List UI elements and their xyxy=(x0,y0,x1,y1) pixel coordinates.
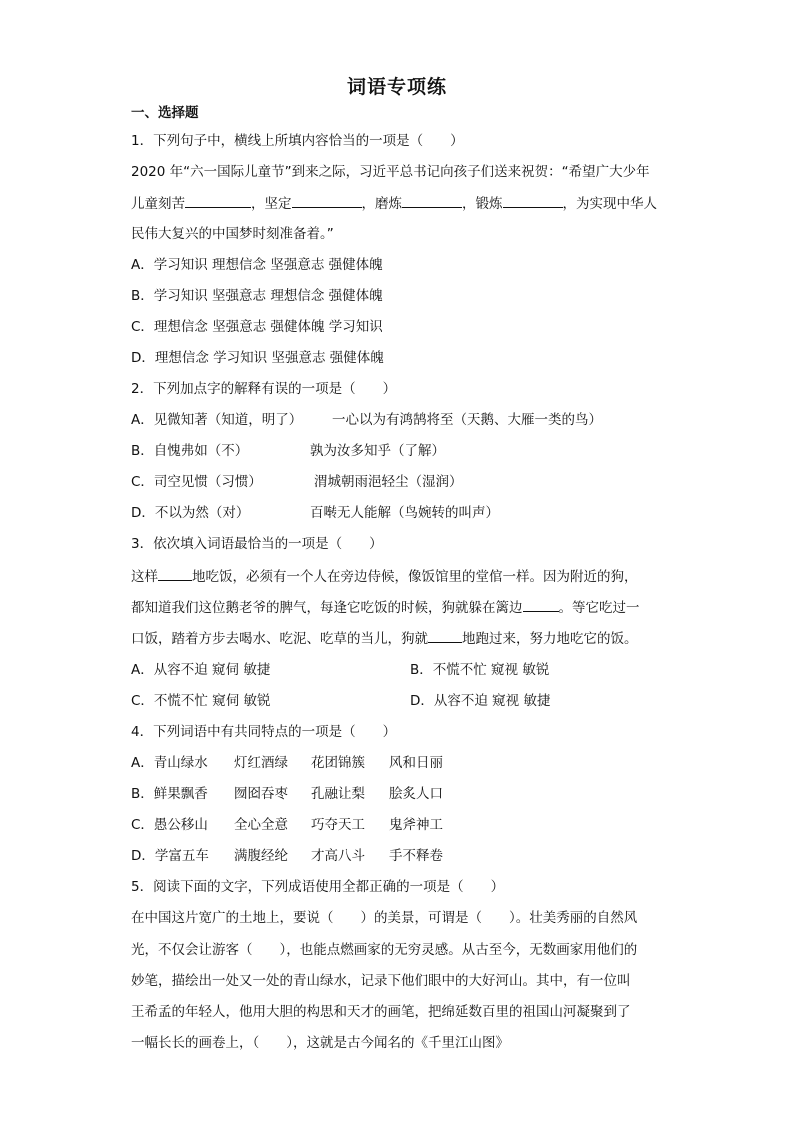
q4-stem: 4．下列词语中有共同特点的一项是（ ） xyxy=(131,724,397,740)
q1-text: ，磨炼 xyxy=(361,196,402,212)
q4-word: A．青山绿水 xyxy=(131,755,208,771)
q3-option-b: B．不慌不忙 窥视 敏锐 xyxy=(410,662,550,678)
fill-blank xyxy=(503,193,563,208)
section-heading: 一、选择题 xyxy=(131,105,199,121)
q4-word: 囫囵吞枣 xyxy=(234,786,288,802)
q1-stem: 1．下列句子中，横线上所填内容恰当的一项是（ ） xyxy=(131,133,464,149)
q3-text: 这样 xyxy=(131,569,158,585)
q4-option-d xyxy=(131,846,443,866)
q4-word: 手不释卷 xyxy=(389,848,443,864)
q4-option-b xyxy=(131,784,443,804)
q1-text: ，为实现中华人 xyxy=(562,196,657,212)
q5-passage-line: 一幅长长的画卷上，（ ），这就是古今闻名的《千里江山图》 xyxy=(131,1035,509,1051)
q1-passage-line: 2020 年“六一国际儿童节”到来之际，习近平总书记向孩子们送来祝贺：“希望广大少年 xyxy=(131,164,650,180)
q4-word: 巧夺天工 xyxy=(311,817,365,833)
q4-word: D．学富五车 xyxy=(131,848,209,864)
q2-option-b-second: 孰为汝多知乎（了解） xyxy=(310,443,445,459)
q4-word: 才高八斗 xyxy=(311,848,365,864)
q4-word: 孔融让梨 xyxy=(311,786,365,802)
q3-passage-line xyxy=(131,597,640,618)
q3-text: 。等它吃过一 xyxy=(558,600,640,616)
q1-text: 儿童刻苦 xyxy=(131,196,185,212)
q3-option-a: A．从容不迫 窥伺 敏捷 xyxy=(131,662,271,678)
fill-blank xyxy=(402,193,462,208)
q3-passage-line xyxy=(131,628,638,649)
q4-word: 风和日丽 xyxy=(389,755,443,771)
q3-text: 都知道我们这位鹅老爷的脾气，每逢它吃饭的时候，狗就躲在篱边 xyxy=(131,600,523,616)
fill-blank xyxy=(523,597,559,612)
q2-option-a: A．见微知著（知道，明了） xyxy=(131,412,303,428)
q3-option-d: D．从容不迫 窥视 敏捷 xyxy=(410,693,551,709)
fill-blank xyxy=(292,193,362,208)
q1-option-b: B．学习知识 坚强意志 理想信念 强健体魄 xyxy=(131,288,383,304)
q3-text: 地跑过来，努力地吃它的饭。 xyxy=(462,631,638,647)
q4-word: 鬼斧神工 xyxy=(389,817,443,833)
q3-text: 地吃饭，必须有一个人在旁边侍候，像饭馆里的堂倌一样。因为附近的狗， xyxy=(192,569,638,585)
q2-option-c-second: 渭城朝雨浥轻尘（湿润） xyxy=(314,474,463,490)
q2-stem: 2．下列加点字的解释有误的一项是（ ） xyxy=(131,381,397,397)
q4-option-a xyxy=(131,753,443,773)
q4-word: 全心全意 xyxy=(234,817,288,833)
q1-text: ，锻炼 xyxy=(462,196,503,212)
fill-blank xyxy=(158,566,192,581)
q4-word: B．鲜果飘香 xyxy=(131,786,208,802)
q5-passage-line: 光，不仅会让游客（ ），也能点燃画家的无穷灵感。从古至今，无数画家用他们的 xyxy=(131,942,638,958)
q5-passage-line: 妙笔，描绘出一处又一处的青山绿水，记录下他们眼中的大好河山。其中，有一位叫 xyxy=(131,973,631,989)
q4-word: C．愚公移山 xyxy=(131,817,208,833)
q3-option-c: C．不慌不忙 窥伺 敏锐 xyxy=(131,693,271,709)
q3-text: 口饭，踏着方步去喝水、吃泥、吃草的当儿，狗就 xyxy=(131,631,428,647)
q3-passage-line xyxy=(131,566,638,587)
fill-blank xyxy=(428,628,462,643)
fill-blank xyxy=(185,193,251,208)
page-title: 词语专项练 xyxy=(346,76,447,98)
q2-option-d-second: 百啭无人能解（鸟婉转的叫声） xyxy=(310,505,499,521)
q1-text: ，坚定 xyxy=(251,196,292,212)
q2-option-a-second: 一心以为有鸿鹄将至（天鹅、大雁一类的鸟） xyxy=(332,412,602,428)
q3-stem: 3．依次填入词语最恰当的一项是（ ） xyxy=(131,536,383,552)
q1-option-d: D．理想信念 学习知识 坚强意志 强健体魄 xyxy=(131,350,384,366)
q2-option-c: C．司空见惯（习惯） xyxy=(131,474,262,490)
q1-option-c: C．理想信念 坚强意志 强健体魄 学习知识 xyxy=(131,319,383,335)
q4-word: 脍炙人口 xyxy=(389,786,443,802)
q5-stem: 5．阅读下面的文字，下列成语使用全都正确的一项是（ ） xyxy=(131,879,505,895)
q1-option-a: A．学习知识 理想信念 坚强意志 强健体魄 xyxy=(131,257,383,273)
q5-passage-line: 在中国这片宽广的土地上，要说（ ）的美景，可谓是（ ）。壮美秀丽的自然风 xyxy=(131,910,638,926)
q5-passage-line: 王希孟的年轻人，他用大胆的构思和天才的画笔，把绵延数百里的祖国山河凝聚到了 xyxy=(131,1004,631,1020)
q4-word: 灯红酒绿 xyxy=(234,755,288,771)
q1-passage-line: 民伟大复兴的中国梦时刻准备着。” xyxy=(131,226,334,242)
q2-option-d: D．不以为然（对） xyxy=(131,505,250,521)
q1-passage-line xyxy=(131,193,657,214)
q4-word: 花团锦簇 xyxy=(311,755,365,771)
q4-word: 满腹经纶 xyxy=(234,848,288,864)
q2-option-b: B．自愧弗如（不） xyxy=(131,443,249,459)
q4-option-c xyxy=(131,815,443,835)
